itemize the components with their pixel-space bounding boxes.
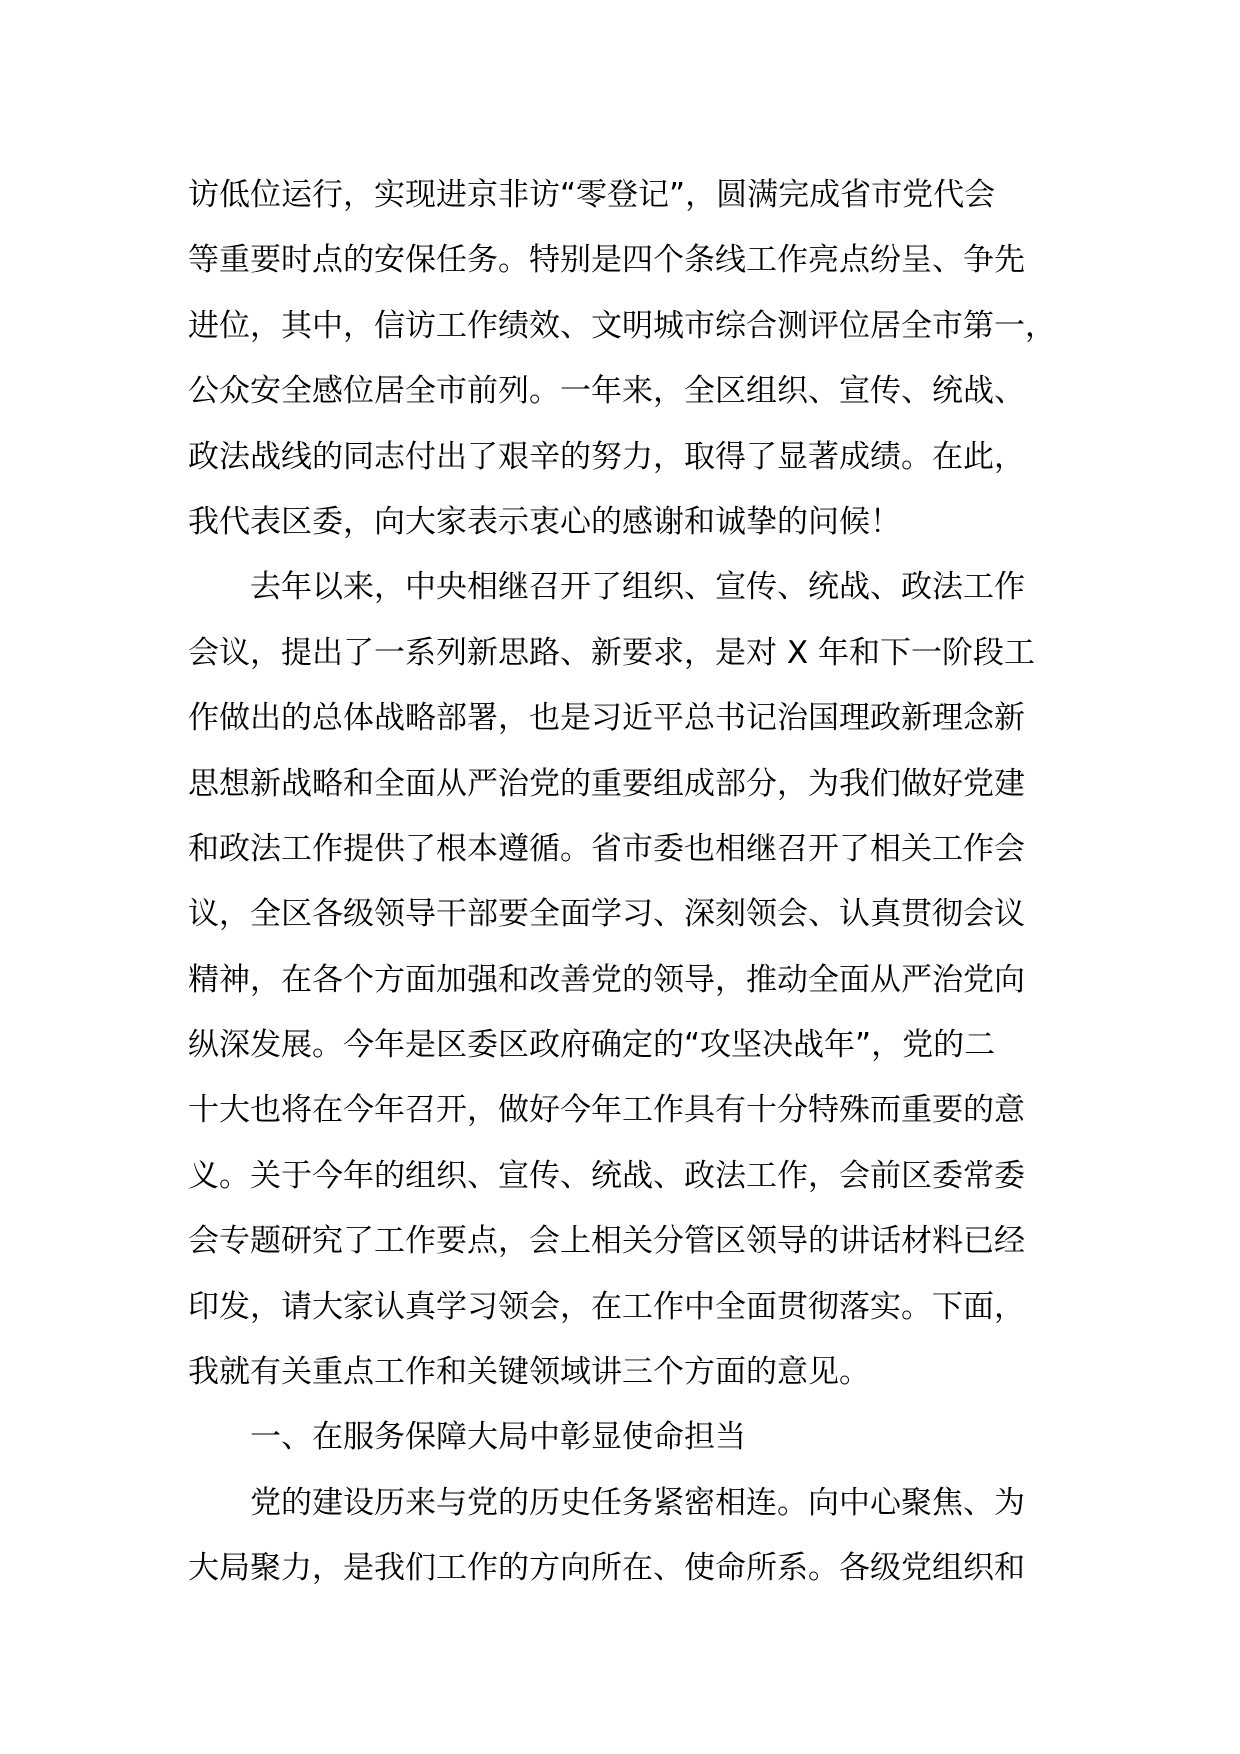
text-line: 政法战线的同志付出了艰辛的努力，取得了显著成绩。在此， bbox=[188, 438, 1025, 475]
text-line: 印发，请大家认真学习领会，在工作中全面贯彻落实。下面， bbox=[188, 1288, 1025, 1325]
text-line: 会议，提出了一系列新思路、新要求，是对 X 年和下一阶段工 bbox=[188, 634, 1035, 671]
text-line: 访低位运行，实现进京非访“零登记”，圆满完成省市党代会 bbox=[188, 177, 996, 213]
text-line: 思想新战略和全面从严治党的重要组成部分，为我们做好党建 bbox=[188, 765, 1025, 802]
text-line: 精神，在各个方面加强和改善党的领导，推动全面从严治党向 bbox=[188, 961, 1025, 998]
text-line: 作做出的总体战略部署，也是习近平总书记治国理政新理念新 bbox=[188, 700, 1025, 737]
text-line: 等重要时点的安保任务。特别是四个条线工作亮点纷呈、争先 bbox=[188, 242, 1025, 279]
text-line: 公众安全感位居全市前列。一年来，全区组织、宣传、统战、 bbox=[188, 373, 1025, 410]
text-line: 和政法工作提供了根本遵循。省市委也相继召开了相关工作会 bbox=[188, 830, 1025, 867]
paragraph-first-line: 去年以来，中央相继召开了组织、宣传、统战、政法工作 bbox=[250, 569, 1025, 606]
text-line: 进位，其中，信访工作绩效、文明城市综合测评位居全市第一， bbox=[188, 307, 1056, 344]
text-line: 我就有关重点工作和关键领域讲三个方面的意见。 bbox=[188, 1354, 870, 1391]
text-line: 十大也将在今年召开，做好今年工作具有十分特殊而重要的意 bbox=[188, 1092, 1025, 1129]
section-heading: 一、在服务保障大局中彰显使命担当 bbox=[250, 1419, 746, 1456]
body-text bbox=[188, 163, 1068, 1602]
text-line: 义。关于今年的组织、宣传、统战、政法工作，会前区委常委 bbox=[188, 1157, 1025, 1194]
text-line: 纵深发展。今年是区委区政府确定的“攻坚决战年”，党的二 bbox=[188, 1027, 996, 1064]
text-line: 我代表区委，向大家表示衷心的感谢和诚挚的问候！ bbox=[188, 503, 901, 540]
text-line: 大局聚力，是我们工作的方向所在、使命所系。各级党组织和 bbox=[188, 1550, 1025, 1587]
text-line: 议，全区各级领导干部要全面学习、深刻领会、认真贯彻会议 bbox=[188, 896, 1025, 933]
text-line: 会专题研究了工作要点，会上相关分管区领导的讲话材料已经 bbox=[188, 1223, 1025, 1260]
paragraph-first-line: 党的建设历来与党的历史任务紧密相连。向中心聚焦、为 bbox=[250, 1484, 1025, 1521]
